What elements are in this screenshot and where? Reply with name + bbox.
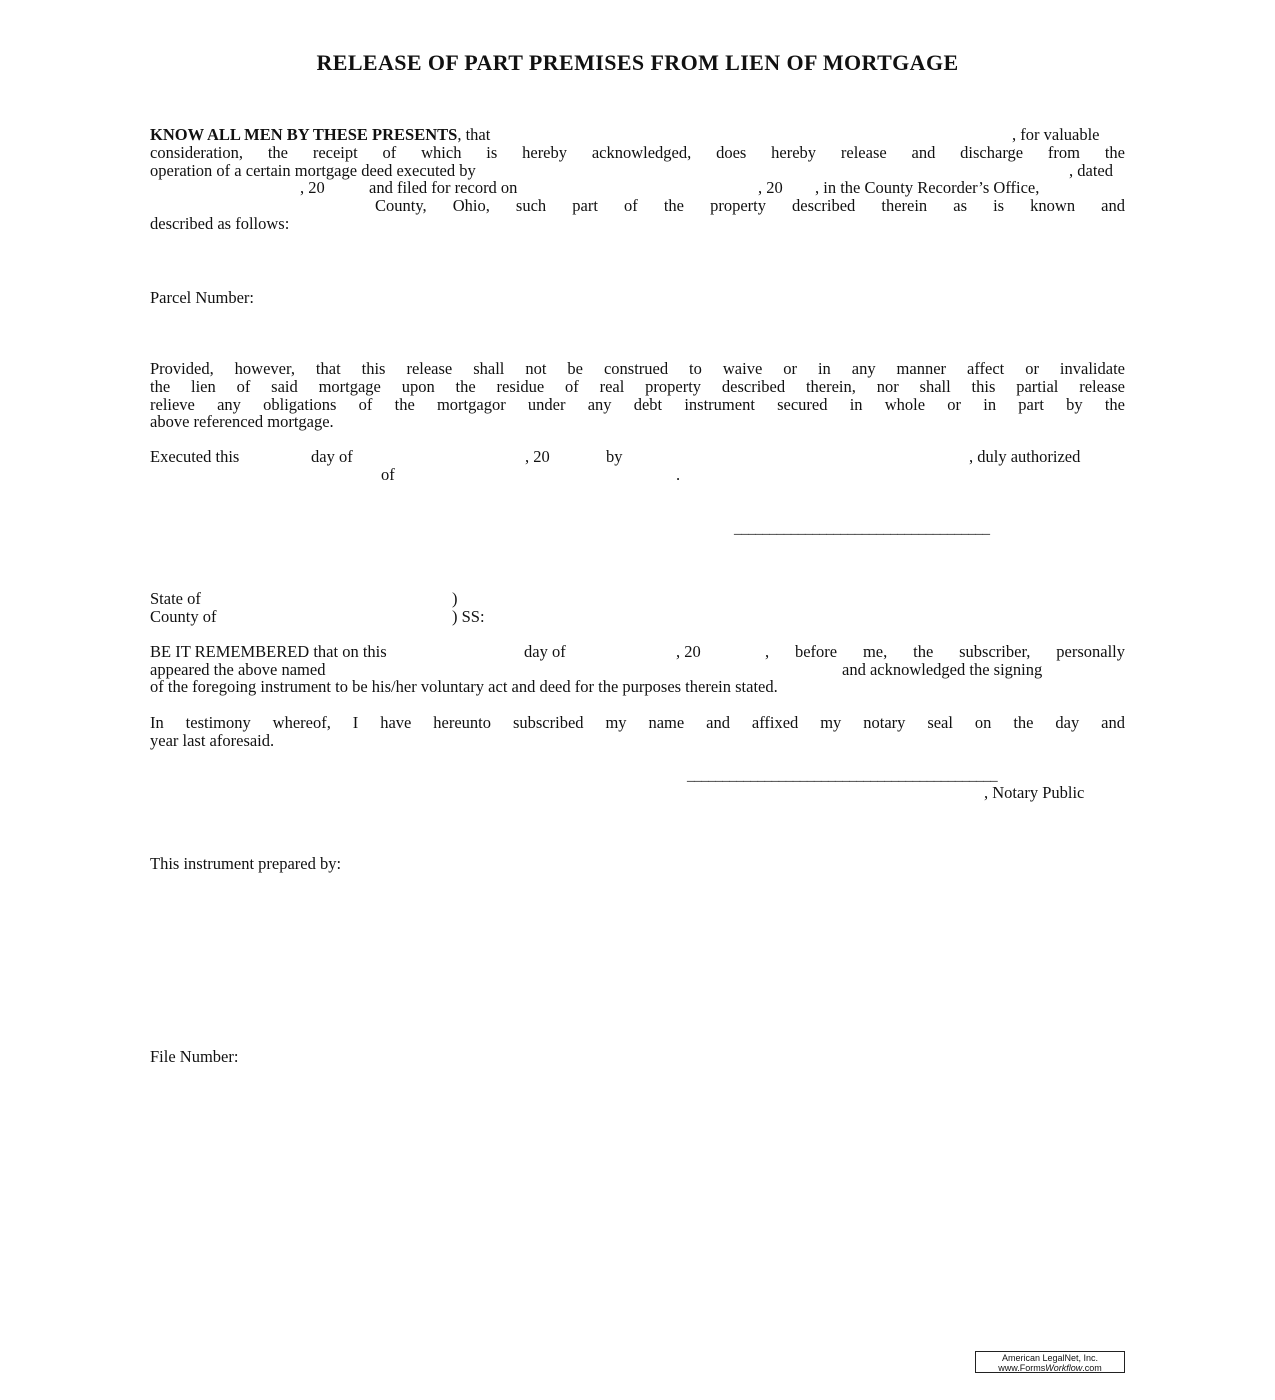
- remembered-acknowledged: and acknowledged the signing: [842, 660, 1043, 679]
- executed-of: of: [381, 465, 395, 484]
- know-all-bold: KNOW ALL MEN BY THESE PRESENTS: [150, 125, 458, 144]
- remembered-lead: [150, 643, 387, 661]
- document-title: RELEASE OF PART PREMISES FROM LIEN OF MORTGAGE: [316, 50, 959, 75]
- remembered-before-me: , before me, the subscriber, personally: [765, 642, 1125, 661]
- state-of-label: State of: [150, 589, 201, 608]
- para1-line3-a: operation of a certain mortgage deed executed by: [150, 161, 476, 180]
- provided-line2: the lien of said mortgage upon the residue of real property described therein, nor shall this partial release: [150, 377, 1125, 396]
- notary-public-label: , Notary Public: [984, 783, 1085, 802]
- para1-line6: described as follows:: [150, 214, 290, 233]
- provided-line3: relieve any obligations of the mortgagor under any debt instrument secured in whole or in part by the: [150, 395, 1125, 414]
- para1-line4-year2: , 20: [758, 178, 783, 197]
- for-valuable-text: , for valuable: [1012, 125, 1100, 144]
- file-number-label: File Number:: [150, 1047, 239, 1066]
- county-of-label: County of: [150, 607, 217, 626]
- para1-line3-dated: , dated: [1069, 161, 1113, 180]
- signature-line: ____________________________________: [734, 521, 990, 537]
- parcel-number-label: Parcel Number:: [150, 288, 255, 307]
- prepared-by-label: This instrument prepared by:: [150, 854, 342, 873]
- remembered-that: that on this: [313, 642, 387, 661]
- para1-line2: consideration, the receipt of which is hereby acknowledged, does hereby release and discharge from the: [150, 143, 1125, 162]
- footer-website: www.FormsWorkflow.com: [998, 1363, 1102, 1373]
- para1-line4-year1: , 20: [300, 178, 325, 197]
- remembered-bold: BE IT REMEMBERED: [150, 642, 310, 661]
- know-all-lead: [150, 126, 490, 144]
- executed-duly-authorized: , duly authorized: [969, 447, 1081, 466]
- provided-line4: above referenced mortgage.: [150, 412, 334, 431]
- provided-line1: Provided, however, that this release shall not be construed to waive or in any manner affect or invalidate: [150, 359, 1125, 378]
- executed-period: .: [676, 465, 681, 484]
- ss-label: ) SS:: [452, 607, 485, 626]
- remembered-appeared: appeared the above named: [150, 660, 326, 679]
- notary-signature-line: ____________________________________________: [687, 768, 998, 784]
- para1-line4-filed: and filed for record on: [369, 178, 518, 197]
- remembered-day-of: day of: [524, 642, 566, 661]
- executed-day-of: day of: [311, 447, 353, 466]
- remembered-year: , 20: [676, 642, 701, 661]
- testimony-line1: In testimony whereof, I have hereunto subscribed my name and affixed my notary seal on the day and: [150, 713, 1125, 732]
- footer-company: American LegalNet, Inc.: [1001, 1353, 1099, 1363]
- para1-line4-recorder: , in the County Recorder’s Office,: [815, 178, 1040, 197]
- para1-line5: County, Ohio, such part of the property described therein as is known and: [375, 196, 1125, 215]
- executed-year: , 20: [525, 447, 550, 466]
- state-paren: ): [452, 589, 458, 608]
- executed-this: Executed this: [150, 447, 240, 466]
- footer-watermark-box: [975, 1351, 1125, 1373]
- remembered-line3: of the foregoing instrument to be his/her voluntary act and deed for the purposes therein stated.: [150, 677, 778, 696]
- executed-by: by: [606, 447, 623, 466]
- know-all-that: , that: [457, 125, 491, 144]
- testimony-line2: year last aforesaid.: [150, 731, 275, 750]
